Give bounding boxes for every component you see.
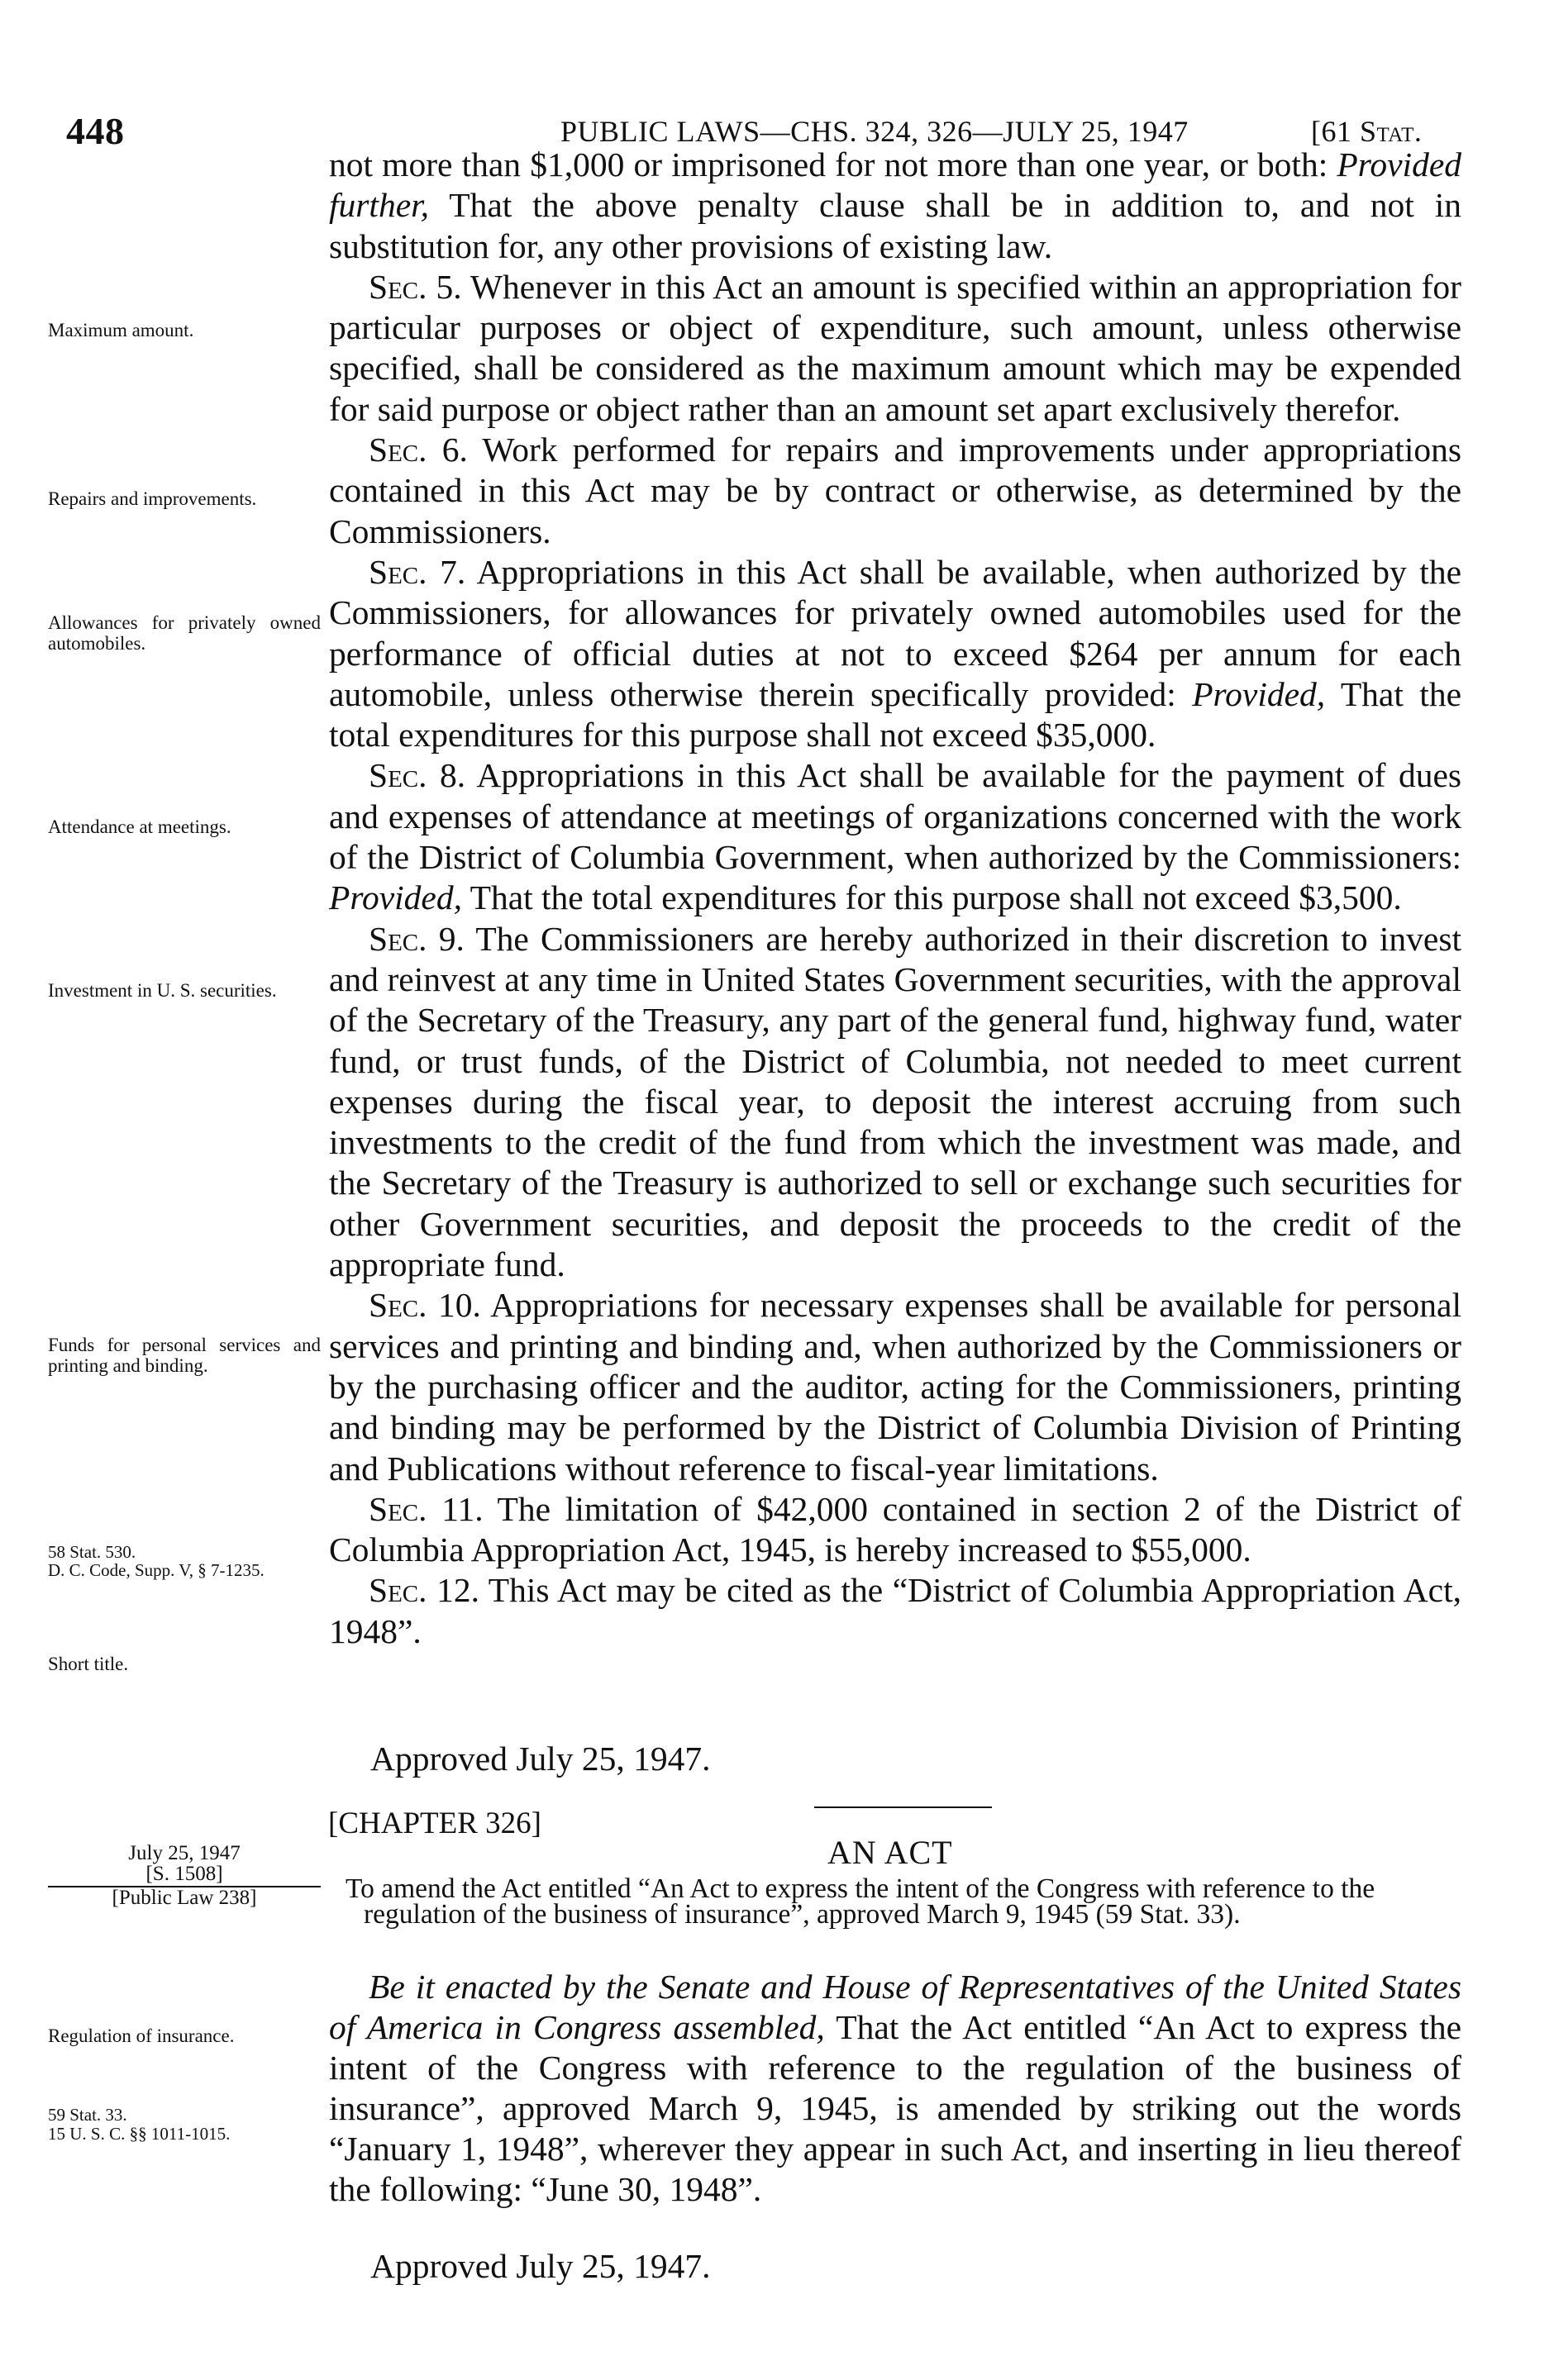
section-8 [329,755,1461,918]
running-head: PUBLIC LAWS—CHS. 324, 326—JULY 25, 1947 [560,115,1189,148]
margin-note-attendance: Attendance at meetings. [48,816,231,837]
section-label: Sec. [369,267,427,306]
continuation-proviso: Provided further, [329,145,1461,225]
section-7 [329,552,1461,755]
divider-rule [814,1806,992,1808]
margin-note-investment: Investment in U. S. securities. [48,980,277,1001]
section-number: 9. [427,919,465,958]
chapter-heading: [CHAPTER 326] [328,1806,541,1840]
section-number: 11. [427,1489,484,1528]
margin-note-repairs: Repairs and improvements. [48,488,257,509]
section-label: Sec. [369,1489,427,1528]
page-number: 448 [66,110,125,152]
approval-line: Approved July 25, 1947. [370,1740,711,1778]
act-purpose: To amend the Act entitled “An Act to express the intent of the Congress with reference to the regulation of the business of insurance”, approved March 9, 1945 (59 Stat. 33). [346,1873,1375,1930]
section-text: Appropriations in this Act shall be available, when authorized by the Commissioners, for allowances for privately owned automobiles used for the performance of official duties at not to exceed $264 per annum for each automobile, unless otherwise therein specifically provided: [329,552,1462,713]
section-number: 8. [427,756,466,795]
section-label: Sec. [369,431,427,469]
continuation-paragraph [329,145,1461,267]
margin-citation-stat: 58 Stat. 530. [48,1542,136,1562]
section-text: This Act may be cited as the “District of Columbia Appropriation Act, 1948”. [329,1571,1461,1650]
bill-number: [S. 1508] [48,1864,321,1887]
section-text: Whenever in this Act an amount is specified within an appropriation for particular purposes or object of expenditure, such amount, unless otherwise specified, shall be considered as the maximum amount which may be expended for said purpose or object rather than an amount set apart exclusively therefor. [329,267,1462,428]
margin-note-short-title: Short title. [48,1654,129,1674]
section-5 [329,267,1461,430]
section-text: The Commissioners are hereby authorized in their discretion to invest and reinvest at any time in United States Government securities, with the approval of the Secretary of the Treasury, any part of the general fund, highway fund, water fund, or trust funds, of the District of Columbia, not needed to meet current expenses during the fiscal year, to deposit the interest accruing from such investments to the credit of the fund from which the investment was made, and the Secretary of the Treasury is authorized to sell or exchange such securities for other Government securities, and deposit the proceeds to the credit of the appropriate fund. [329,919,1462,1284]
section-proviso: Provided, [1192,674,1326,713]
section-proviso: Provided, [329,878,462,917]
section-number: 10. [427,1286,481,1325]
section-11 [329,1489,1461,1571]
section-9 [329,919,1461,1286]
margin-note-maximum: Maximum amount. [48,320,194,340]
continuation-rest: That the above penalty clause shall be in addition to, and not in substitution for, any other provisions of existing law. [329,186,1461,265]
enacting-clause: Be it enacted by the Senate and House of Representatives of the United States of America in Congress assembled, [329,1968,1461,2046]
section-6 [329,430,1461,552]
section-number: 5. [427,267,462,306]
section-text: Appropriations in this Act shall be available for the payment of dues and expenses of attendance at meetings of organizations concerned with the work of the District of Columbia Government, when authorized by the Commissioners: [329,756,1462,877]
section-label: Sec. [369,1286,427,1325]
margin-citation-code: D. C. Code, Supp. V, § 7-1235. [48,1560,265,1580]
bill-date: July 25, 1947 [128,1842,241,1864]
section-10 [329,1285,1461,1488]
section-text: Appropriations for necessary expenses shall be available for personal services and printing and binding and, when authorized by the Commissioners or by the purchasing officer and the auditor, acting for the Commissioners, printing and binding may be performed by the District of Columbia Division of Printing and Publications without reference to fiscal-year limitations. [329,1286,1461,1488]
section-number: 7. [427,552,466,591]
section-text-rest: That the total expenditures for this purpose shall not exceed $35,000. [329,674,1461,754]
margin-citation-stat-2: 59 Stat. 33. [48,2105,127,2125]
margin-note-allowances: Allowances for privately owned automobiles. [48,612,321,654]
bill-info [48,1843,321,1908]
margin-note-regulation: Regulation of insurance. [48,2025,235,2046]
section-label: Sec. [369,756,427,795]
section-label: Sec. [369,552,427,591]
section-text: The limitation of $42,000 contained in section 2 of the District of Columbia Appropriation Act, 1945, is hereby increased to $55,000. [329,1489,1462,1569]
continuation-text: not more than $1,000 or imprisoned for not more than one year, or both: [329,145,1337,183]
section-text-rest: That the total expenditures for this purpose shall not exceed $3,500. [461,878,1402,917]
section-text: Work performed for repairs and improvements under appropriations contained in this Act may be by contract or otherwise, as determined by the Commissioners. [329,431,1461,550]
volume-prefix: [61 [1311,115,1360,148]
section-number: 12. [427,1571,479,1610]
section-label: Sec. [369,919,427,958]
enacting-text: That the Act entitled “An Act to express the intent of the Congress with reference to the regulation of the business of insurance”, approved March 9, 1945, is amended by striking out the words “January 1, 1948”, wherever they appear in such Act, and inserting in lieu thereof the following: “June 30, 1948”. [329,2008,1461,2208]
act-title: AN ACT [827,1834,953,1871]
section-number: 6. [427,431,468,469]
public-law-number: [Public Law 238] [112,1887,257,1909]
section-label: Sec. [369,1571,427,1610]
main-text [329,145,1461,1652]
margin-citation-usc: 15 U. S. C. §§ 1011-1015. [48,2124,231,2144]
margin-note-funds: Funds for personal services and printing and binding. [48,1335,321,1376]
enacting-paragraph [329,1967,1461,2210]
approval-line-2: Approved July 25, 1947. [370,2247,711,2285]
volume-stat: Stat. [1360,115,1423,148]
volume-reference [1311,114,1422,149]
section-12 [329,1570,1461,1652]
